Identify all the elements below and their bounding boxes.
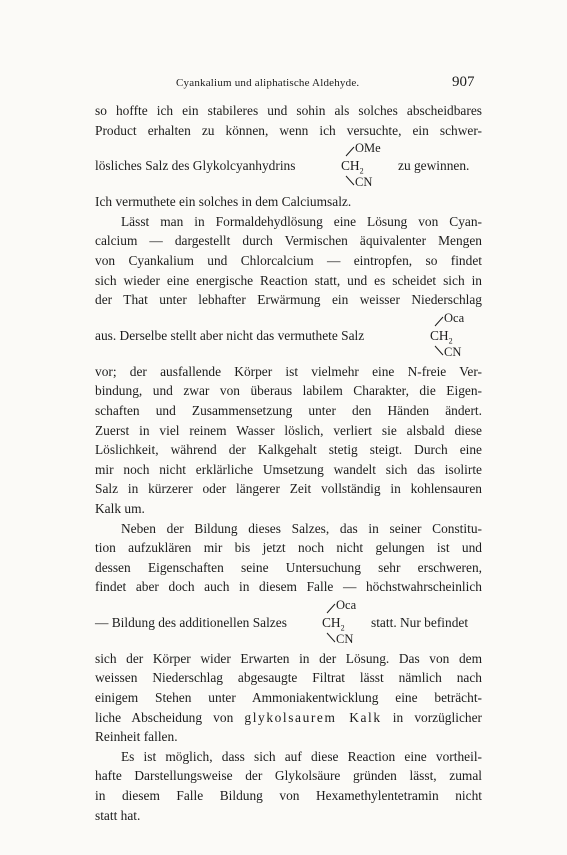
body-text [95,101,482,825]
text-line: dessen Eigenschaften seine Untersuchung sehr erschweren, [95,559,482,575]
text-line: schaften und Zusammensetzung unter den Händen ändert. [95,402,482,418]
text-line: bindung, und zwar von überaus labilem Charakter, die Eigen- [95,383,482,399]
running-title: Cyankalium und aliphatische Aldehyde. [176,77,360,89]
text-line: vor; der ausfallende Körper ist vielmehr eine N-freie Ver- [95,363,482,379]
text-line: Product erhalten zu können, wenn ich versuchte, ein schwer- [95,122,482,138]
structural-formula [430,310,490,362]
text-line: sich wieder eine energische Reaction statt, und es scheidet sich in [95,272,482,288]
formula-substituent-bottom: CN [444,344,462,359]
text-line: calcium — dargestellt durch Vermischen äquivalenter Mengen [95,233,482,249]
text-line: Es ist möglich, dass sich auf diese Reaction eine vortheil- [121,748,482,764]
text-line: der That unter lebhafter Erwärmung ein weisser Niederschlag [95,292,482,308]
formula-substituent-bottom: CN [336,631,354,646]
formula-line [95,597,482,649]
text-line: weissen Niederschlag abgesaugte Filtrat lässt nämlich nach [95,670,482,686]
text-line: von Cyankalium und Chlorcalcium — eintropfen, so findet [95,252,482,268]
formula-substituent-top: Oca [336,597,357,612]
formula-substituent-bottom: CN [355,175,373,190]
text-line: lösliches Salz des Glykolcyanhydrins [95,158,296,174]
text-line: Neben der Bildung dieses Salzes, das in seiner Constitu- [121,520,482,536]
text-line: Kalk um. [95,500,145,516]
text-line: aus. Derselbe stellt aber nicht das vermuthete Salz [95,327,365,343]
text-line: so hoffte ich ein stabileres und sohin als solches abscheidbares [95,103,482,118]
page-number: 907 [452,74,475,90]
text-line: Salz in kürzerer oder längerer Zeit vollständig in kohlensauren [95,481,482,497]
text-line: tion aufzuklären mir bis jetzt noch nicht gelungen ist und [95,540,482,556]
text-line: hafte Darstellungsweise der Glykolsäure gründen lässt, zumal [95,768,482,784]
formula-line [95,310,482,362]
text-line: Lässt man in Formaldehydlösung eine Lösung von Cyan- [121,213,482,229]
text-line: statt hat. [95,807,141,823]
formula-center: $CH_2$ [322,614,345,633]
text-line: findet aber doch auch in diesem Falle — höchstwahrscheinlich [95,579,482,595]
structural-formula [341,140,401,192]
text-line: zu gewinnen. [398,158,470,174]
text-line: sich der Körper wider Erwarten in der Lösung. Das von dem [95,650,482,666]
text-line: Zuerst in viel reinem Wasser löslich, verliert sie alsbald diese [95,422,482,438]
text-line: statt. Nur befindet [371,614,469,630]
formula-substituent-top: Oca [444,310,465,325]
text-line: Löslichkeit, während der Kalkgehalt stetig steigt. Durch eine [95,442,482,458]
formula-substituent-top: OMe [355,141,381,156]
text-line: liche Abscheidung von glykolsaurem Kalk in vorzüglicher [95,709,482,725]
formula-center: $CH_2$ [341,158,364,176]
formula-center: $CH_2$ [430,327,453,346]
text-line: Reinheit fallen. [95,729,178,745]
text-line: in diesem Falle Bildung von Hexamethylentetramin nicht [95,788,482,804]
page-header [0,74,567,97]
text-line: einigem Stehen unter Ammoniakentwicklung eine beträcht- [95,690,482,706]
text-line: Ich vermuthete ein solches in dem Calciumsalz. [95,194,352,210]
text-line: mir noch nicht erklärliche Umsetzung wandelt sich das isolirte [95,461,482,477]
spaced-emphasis: glykolsaurem Kalk [244,709,382,725]
formula-line [95,140,482,192]
text-line: — Bildung des additionellen Salzes [95,614,287,630]
